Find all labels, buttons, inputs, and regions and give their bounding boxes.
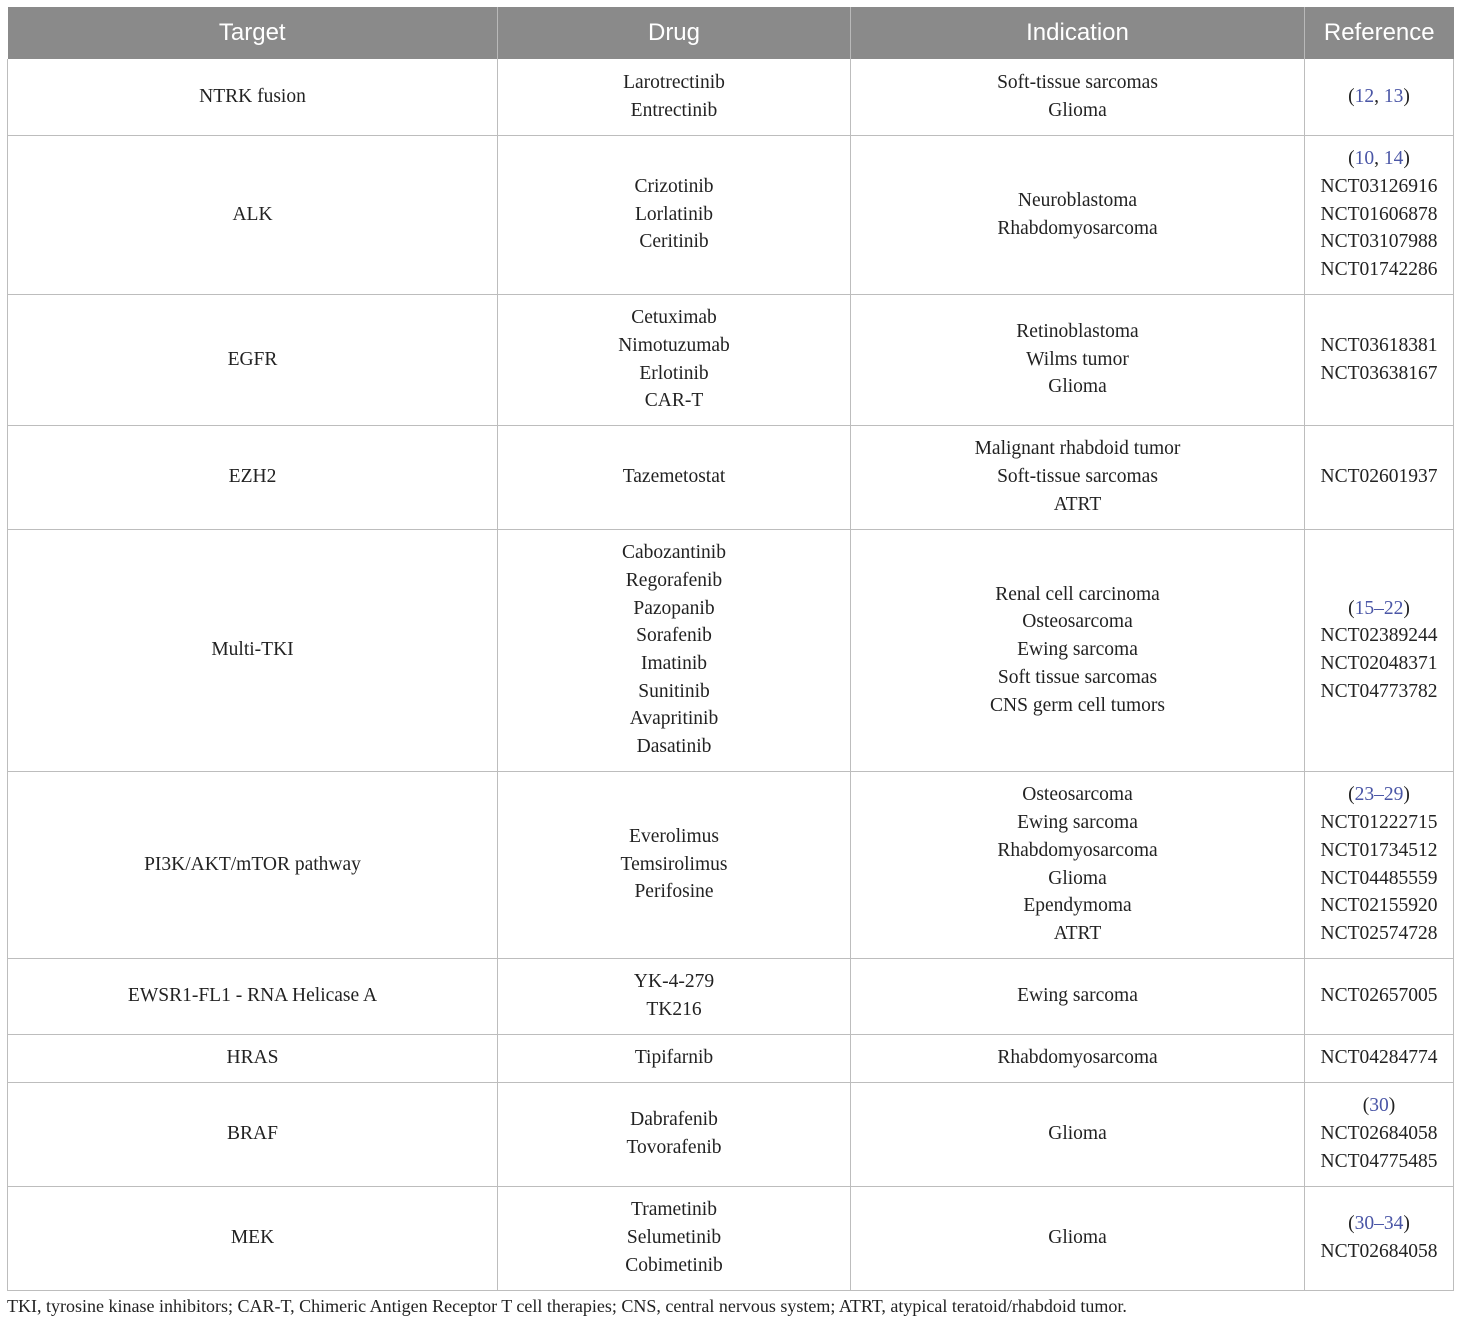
target-cell: PI3K/AKT/mTOR pathway bbox=[8, 771, 498, 958]
reference-line bbox=[1305, 809, 1453, 837]
table-row bbox=[8, 1082, 1454, 1186]
reference-cell bbox=[1305, 425, 1454, 529]
indication-name: Malignant rhabdoid tumor bbox=[974, 438, 1181, 460]
reference-line bbox=[1305, 622, 1453, 650]
drug-name: Avapritinib bbox=[629, 708, 719, 730]
indication-cell bbox=[851, 771, 1305, 958]
reference-text: NCT01222715 bbox=[1320, 812, 1438, 834]
indication-cell bbox=[851, 1034, 1305, 1082]
drug-cell bbox=[498, 135, 851, 294]
citation-link[interactable]: 14 bbox=[1383, 148, 1404, 170]
table-row bbox=[8, 771, 1454, 958]
reference-text: NCT01606878 bbox=[1320, 203, 1438, 225]
citation-link[interactable]: 10 bbox=[1354, 148, 1375, 170]
drug-name: Entrectinib bbox=[630, 99, 718, 121]
indication-cell bbox=[851, 529, 1305, 771]
drug-name: Perifosine bbox=[634, 881, 714, 903]
indication-cell bbox=[851, 958, 1305, 1034]
indication-name: Ewing sarcoma bbox=[1017, 639, 1138, 661]
drug-name: Dabrafenib bbox=[630, 1109, 718, 1131]
target-cell: ALK bbox=[8, 135, 498, 294]
target-cell: BRAF bbox=[8, 1082, 498, 1186]
reference-text: NCT03618381 bbox=[1320, 334, 1438, 356]
citation-link[interactable]: 23–29 bbox=[1354, 784, 1404, 806]
reference-text: ) bbox=[1403, 597, 1410, 619]
drug-name: Cobimetinib bbox=[625, 1254, 723, 1276]
indication-name: Ependymoma bbox=[1023, 895, 1132, 917]
drug-name: Tovorafenib bbox=[626, 1137, 722, 1158]
target-cell: Multi-TKI bbox=[8, 529, 498, 771]
reference-text: NCT02574728 bbox=[1320, 922, 1438, 944]
reference-text: NCT04775485 bbox=[1320, 1150, 1438, 1172]
reference-text: ) bbox=[1388, 1095, 1396, 1117]
header-drug: Drug bbox=[498, 7, 851, 59]
drug-name: Tazemetostat bbox=[622, 466, 726, 488]
indication-name: Osteosarcoma bbox=[1022, 611, 1133, 633]
indication-cell bbox=[851, 59, 1305, 135]
indication-cell bbox=[851, 135, 1305, 294]
drug-name: CAR-T bbox=[644, 390, 704, 412]
table-row bbox=[8, 1186, 1454, 1290]
indication-name: Neuroblastoma bbox=[1017, 189, 1138, 211]
reference-line bbox=[1305, 892, 1453, 920]
drug-cell bbox=[498, 425, 851, 529]
target-cell: EGFR bbox=[8, 294, 498, 425]
citation-link[interactable]: 12 bbox=[1354, 85, 1375, 107]
drug-name: Dasatinib bbox=[636, 736, 712, 758]
indication-name: Rhabdomyosarcoma bbox=[997, 217, 1158, 239]
indication-name: Soft-tissue sarcomas bbox=[997, 466, 1158, 488]
reference-text: NCT02684058 bbox=[1320, 1241, 1438, 1262]
table-row bbox=[8, 425, 1454, 529]
reference-text: ) bbox=[1403, 85, 1410, 107]
drug-name: Ceritinib bbox=[639, 231, 709, 253]
indication-name: Renal cell carcinoma bbox=[995, 583, 1160, 605]
drug-name: Cabozantinib bbox=[622, 542, 726, 564]
reference-cell bbox=[1305, 1186, 1454, 1290]
drug-name: Regorafenib bbox=[625, 569, 723, 591]
target-cell: EZH2 bbox=[8, 425, 498, 529]
indication-name: ATRT bbox=[1053, 493, 1102, 515]
reference-text: NCT03107988 bbox=[1320, 231, 1438, 253]
reference-text: ( bbox=[1348, 1213, 1355, 1235]
target-cell: MEK bbox=[8, 1186, 498, 1290]
reference-text: ( bbox=[1348, 85, 1355, 107]
drug-name: Erlotinib bbox=[639, 362, 709, 384]
reference-cell bbox=[1305, 771, 1454, 958]
reference-line bbox=[1305, 1238, 1453, 1266]
indication-name: Glioma bbox=[1048, 99, 1107, 121]
reference-line bbox=[1305, 837, 1453, 865]
drug-cell bbox=[498, 1034, 851, 1082]
indication-name: Ewing sarcoma bbox=[1017, 985, 1138, 1007]
reference-cell bbox=[1305, 529, 1454, 771]
reference-text: ) bbox=[1403, 784, 1410, 806]
reference-line bbox=[1305, 83, 1453, 111]
indication-name: Glioma bbox=[1048, 867, 1107, 889]
indication-cell bbox=[851, 1186, 1305, 1290]
indication-cell bbox=[851, 294, 1305, 425]
drug-name: YK-4-279 bbox=[633, 971, 715, 993]
reference-line bbox=[1305, 678, 1453, 706]
reference-line bbox=[1305, 228, 1453, 256]
drug-cell bbox=[498, 1186, 851, 1290]
reference-text: NCT02684058 bbox=[1320, 1123, 1438, 1145]
reference-cell bbox=[1305, 958, 1454, 1034]
reference-text: ) bbox=[1403, 1213, 1410, 1235]
drug-cell bbox=[498, 771, 851, 958]
drug-name: Trametinib bbox=[631, 1199, 717, 1221]
drug-name: Sorafenib bbox=[636, 625, 712, 647]
drug-name: Temsirolimus bbox=[620, 853, 728, 875]
citation-link[interactable]: 30–34 bbox=[1354, 1213, 1404, 1235]
reference-text: ) bbox=[1403, 148, 1410, 170]
reference-line bbox=[1305, 332, 1453, 360]
reference-line bbox=[1305, 781, 1453, 809]
reference-text: NCT01742286 bbox=[1320, 259, 1438, 281]
drug-name: Everolimus bbox=[629, 825, 719, 847]
indication-name: Glioma bbox=[1048, 1123, 1107, 1145]
table-row bbox=[8, 529, 1454, 771]
indication-name: Soft-tissue sarcomas bbox=[997, 72, 1158, 94]
drug-cell bbox=[498, 1082, 851, 1186]
target-cell: HRAS bbox=[8, 1034, 498, 1082]
reference-text: NCT01734512 bbox=[1320, 839, 1438, 861]
reference-text: , bbox=[1374, 148, 1384, 170]
reference-text: NCT03126916 bbox=[1320, 175, 1438, 197]
reference-text: ( bbox=[1348, 148, 1355, 170]
reference-text: ( bbox=[1348, 597, 1355, 619]
targeted-therapy-table bbox=[7, 7, 1454, 1291]
drug-name: Imatinib bbox=[640, 653, 708, 674]
drug-cell bbox=[498, 294, 851, 425]
reference-text: NCT02048371 bbox=[1320, 653, 1438, 674]
reference-text: NCT02389244 bbox=[1320, 625, 1438, 647]
table-container bbox=[7, 7, 1453, 1291]
indication-cell bbox=[851, 425, 1305, 529]
drug-cell bbox=[498, 958, 851, 1034]
header-indication: Indication bbox=[851, 7, 1305, 59]
citation-link[interactable]: 15–22 bbox=[1354, 597, 1404, 619]
table-footnote: TKI, tyrosine kinase inhibitors; CAR-T, Chimeric Antigen Receptor T cell therapies; CNS, central nervous system; ATRT, atypical teratoid/rhabdoid tumor. bbox=[7, 1296, 1127, 1316]
reference-line bbox=[1305, 1044, 1453, 1072]
indication-name: ATRT bbox=[1053, 922, 1102, 944]
header-reference: Reference bbox=[1305, 7, 1454, 59]
reference-cell bbox=[1305, 1034, 1454, 1082]
drug-name: Larotrectinib bbox=[623, 72, 725, 94]
drug-name: Tipifarnib bbox=[634, 1047, 714, 1069]
reference-text: , bbox=[1374, 85, 1384, 107]
reference-text: NCT04773782 bbox=[1320, 680, 1438, 702]
reference-line bbox=[1305, 145, 1453, 173]
reference-line bbox=[1305, 595, 1453, 623]
reference-cell bbox=[1305, 59, 1454, 135]
table-row bbox=[8, 135, 1454, 294]
drug-name: TK216 bbox=[646, 999, 702, 1020]
drug-name: Nimotuzumab bbox=[618, 334, 730, 356]
citation-link[interactable]: 30 bbox=[1369, 1095, 1389, 1117]
drug-name: Sunitinib bbox=[638, 680, 710, 702]
reference-line bbox=[1305, 1120, 1453, 1148]
reference-text: NCT04284774 bbox=[1320, 1047, 1438, 1069]
table-body bbox=[8, 59, 1454, 1290]
drug-name: Lorlatinib bbox=[635, 203, 713, 225]
reference-cell bbox=[1305, 1082, 1454, 1186]
table-row bbox=[8, 59, 1454, 135]
reference-cell bbox=[1305, 135, 1454, 294]
indication-name: Rhabdomyosarcoma bbox=[997, 839, 1158, 861]
table-header bbox=[8, 7, 1454, 59]
indication-name: Glioma bbox=[1048, 376, 1107, 398]
reference-line bbox=[1305, 982, 1453, 1010]
target-cell: EWSR1-FL1 - RNA Helicase A bbox=[8, 958, 498, 1034]
reference-text: ( bbox=[1348, 784, 1355, 806]
drug-cell bbox=[498, 529, 851, 771]
reference-line bbox=[1305, 201, 1453, 229]
drug-name: Crizotinib bbox=[634, 175, 714, 197]
drug-name: Selumetinib bbox=[626, 1227, 722, 1249]
reference-cell bbox=[1305, 294, 1454, 425]
indication-name: Glioma bbox=[1048, 1227, 1107, 1249]
reference-line bbox=[1305, 173, 1453, 201]
reference-line bbox=[1305, 360, 1453, 388]
reference-text: NCT03638167 bbox=[1320, 362, 1438, 384]
reference-text: ( bbox=[1362, 1095, 1370, 1117]
reference-line bbox=[1305, 1148, 1453, 1176]
citation-link[interactable]: 13 bbox=[1383, 85, 1404, 107]
reference-line bbox=[1305, 463, 1453, 491]
indication-cell bbox=[851, 1082, 1305, 1186]
drug-cell bbox=[498, 59, 851, 135]
reference-text: NCT02657005 bbox=[1320, 985, 1438, 1007]
drug-name: Cetuximab bbox=[631, 307, 717, 329]
reference-line bbox=[1305, 256, 1453, 284]
table-row bbox=[8, 1034, 1454, 1082]
reference-text: NCT02155920 bbox=[1320, 895, 1438, 917]
target-cell: NTRK fusion bbox=[8, 59, 498, 135]
indication-name: Soft tissue sarcomas bbox=[997, 666, 1158, 688]
table-row bbox=[8, 294, 1454, 425]
reference-line bbox=[1305, 1210, 1453, 1238]
header-row bbox=[8, 7, 1454, 59]
indication-name: CNS germ cell tumors bbox=[990, 694, 1165, 716]
table-row bbox=[8, 958, 1454, 1034]
drug-name: Pazopanib bbox=[633, 597, 715, 619]
reference-text: NCT04485559 bbox=[1320, 867, 1438, 889]
reference-line bbox=[1305, 650, 1453, 678]
reference-line bbox=[1305, 1092, 1453, 1120]
indication-name: Retinoblastoma bbox=[1016, 320, 1139, 342]
header-target: Target bbox=[8, 7, 498, 59]
reference-line bbox=[1305, 865, 1453, 893]
indication-name: Wilms tumor bbox=[1026, 348, 1129, 370]
indication-name: Rhabdomyosarcoma bbox=[997, 1047, 1158, 1069]
reference-text: NCT02601937 bbox=[1320, 466, 1438, 488]
indication-name: Ewing sarcoma bbox=[1017, 812, 1138, 834]
reference-line bbox=[1305, 920, 1453, 948]
indication-name: Osteosarcoma bbox=[1022, 784, 1133, 806]
